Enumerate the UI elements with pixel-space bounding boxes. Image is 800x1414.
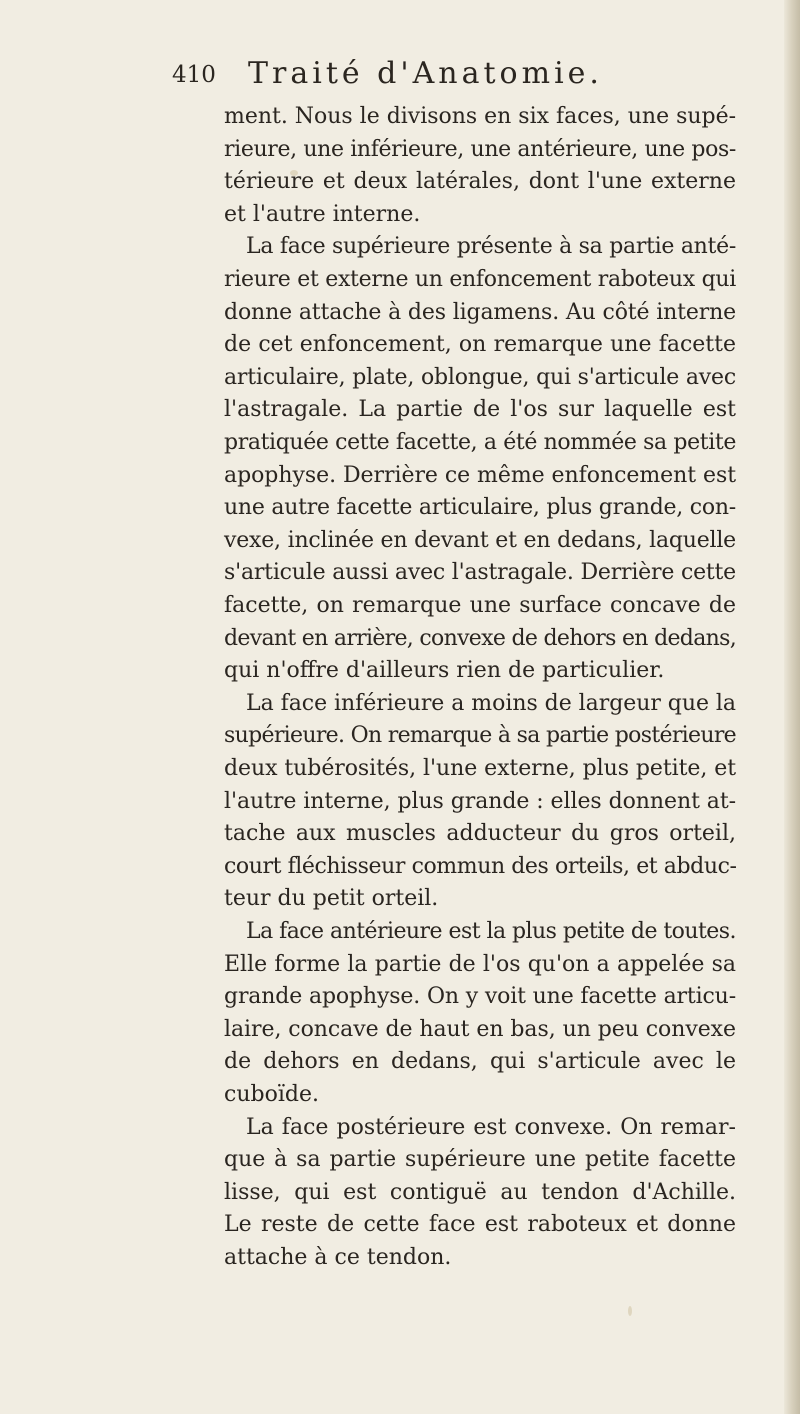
text-line: facette, on remarque une surface concave de <box>224 593 736 618</box>
page-number: 410 <box>172 62 216 88</box>
text-line: s'articule aussi avec l'astragale. Derrière cette <box>224 560 736 586</box>
text-line: La face supérieure présente à sa partie anté- <box>246 234 736 260</box>
text-line: La face antérieure est la plus petite de toutes. <box>246 919 736 944</box>
text-line: et l'autre interne. <box>224 201 421 227</box>
text-line: qui n'offre d'ailleurs rien de particulier. <box>224 658 665 684</box>
text-line: cuboïde. <box>224 1082 319 1107</box>
text-line: laire, concave de haut en bas, un peu convexe <box>224 1016 736 1042</box>
paper-stain <box>628 1306 632 1316</box>
text-line: tache aux muscles adducteur du gros orteil, <box>224 821 736 847</box>
text-line: rieure et externe un enfoncement raboteux qui <box>224 267 736 292</box>
running-title: Traité d'Anatomie. <box>248 56 603 91</box>
text-line: grande apophyse. On y voit une facette articu- <box>224 984 736 1010</box>
text-line: l'autre interne, plus grande : elles donnent at- <box>224 788 736 814</box>
running-header <box>172 56 692 96</box>
text-line: devant en arrière, convexe de dehors en dedans, <box>224 625 736 651</box>
text-line: pratiquée cette facette, a été nommée sa petite <box>224 430 736 455</box>
text-line: térieure et deux latérales, dont l'une externe <box>224 169 736 195</box>
text-line: court fléchisseur commun des orteils, et abduc- <box>224 853 737 879</box>
text-line: l'astragale. La partie de l'os sur laquelle est <box>224 397 736 423</box>
text-line: La face postérieure est convexe. On remar- <box>246 1114 736 1140</box>
text-line: Elle forme la partie de l'os qu'on a appelée sa <box>224 951 736 977</box>
text-line: ment. Nous le divisons en six faces, une supé- <box>224 104 736 129</box>
text-line: deux tubérosités, l'une externe, plus petite, et <box>224 756 736 781</box>
text-line: apophyse. Derrière ce même enfoncement est <box>224 462 737 488</box>
text-line: de cet enfoncement, on remarque une facette <box>224 332 736 358</box>
text-line: La face inférieure a moins de largeur que la <box>246 690 736 716</box>
text-line: lisse, qui est contiguë au tendon d'Achille. <box>224 1179 736 1205</box>
page-edge <box>784 0 800 1414</box>
text-line: rieure, une inférieure, une antérieure, une pos- <box>224 136 736 162</box>
text-line: une autre facette articulaire, plus grande, con- <box>224 495 736 521</box>
text-line: de dehors en dedans, qui s'articule avec le <box>224 1049 736 1075</box>
text-line: donne attache à des ligamens. Au côté interne <box>224 299 736 325</box>
text-line: teur du petit orteil. <box>224 886 439 912</box>
text-line: vexe, inclinée en devant et en dedans, laquelle <box>224 527 736 553</box>
text-line: supérieure. On remarque à sa partie postérieure <box>224 723 736 749</box>
text-line: que à sa partie supérieure une petite facette <box>224 1147 736 1173</box>
text-line: articulaire, plate, oblongue, qui s'articule avec <box>224 364 736 390</box>
text-line: Le reste de cette face est raboteux et donne <box>224 1212 736 1238</box>
text-line: attache à ce tendon. <box>224 1245 452 1270</box>
